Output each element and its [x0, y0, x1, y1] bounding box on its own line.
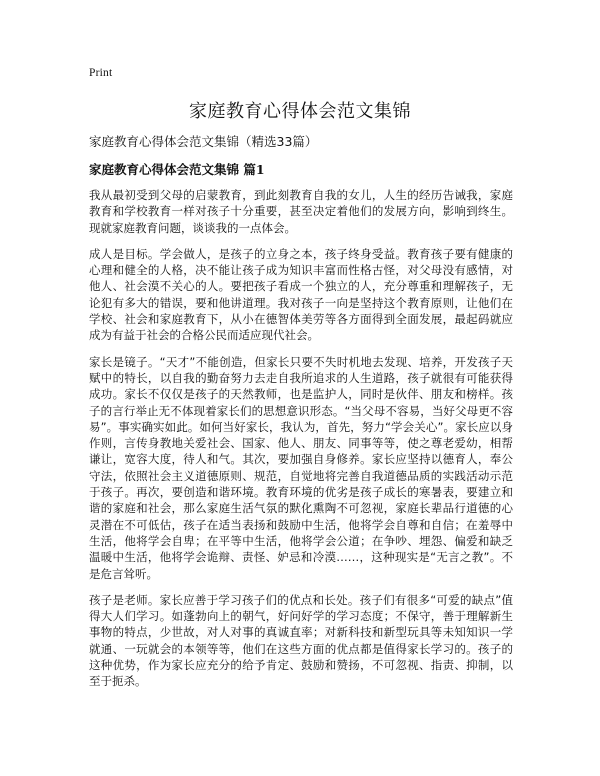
- print-link[interactable]: Print: [89, 67, 113, 79]
- article-body: [89, 187, 513, 700]
- paragraph-child-teacher: 孩子是老师。家长应善于学习孩子们的优点和长处。孩子们有很多“可爱的缺点”值得大人们学习。如蓬勃向上的朝气，好问好学的学习态度；不保守，善于理解新生事物的特点，少世故，对人对事的真诚直率；对新科技和新型玩具等未知知识一学就通、一玩就会的本领等等，他们在这些方面的优点都是值得家长学习的。孩子的这种优势，作为家长应充分的给予肯定、鼓励和赞扬，不可忽视、指责、抑制，以至于扼杀。: [89, 592, 513, 689]
- page-title: 家庭教育心得体会范文集锦: [189, 101, 411, 122]
- paragraph-goal: 成人是目标。学会做人，是孩子的立身之本，孩子终身受益。教育孩子要有健康的心理和健全的人格，决不能让孩子成为知识丰富而性格古怪，对父母没有感情，对他人、社会漠不关心的人。要把孩子看成一个独立的人，充分尊重和理解孩子，无论犯有多大的错误，要和他讲道理。我对孩子一向是坚持这个教育原则，让他们在学校、社会和家庭教育下，从小在德智体美劳等各方面得到全面发展，最起码就应成为有益于社会的合格公民而适应现代社会。: [89, 246, 513, 343]
- document-subtitle: 家庭教育心得体会范文集锦（精选33篇）: [89, 134, 318, 149]
- paragraph-intro: 我从最初受到父母的启蒙教育，到此刻教育自我的女儿，人生的经历告诫我，家庭教育和学校教育一样对孩子十分重要，甚至决定着他们的发展方向，影响到终生。现就家庭教育问题，谈谈我的一点体会。: [89, 188, 513, 235]
- paragraph-parent-mirror: 家长是镜子。“天才”不能创造，但家长只要不失时机地去发现、培养，开发孩子天赋中的特长，以自我的勤奋努力去走自我所追求的人生道路，孩子就很有可能获得成功。家长不仅仅是孩子的天然教师，也是监护人，同时是伙伴、朋友和榜样。孩子的言行举止无不体现着家长们的思想意识形态。“当父母不容易，当好父母更不容易”。事实确实如此。如何当好家长，我认为，首先，努力“学会关心”。家长应以身作则，言传身教地关爱社会、国家、他人、朋友、同事等等，使之尊老爱幼，相帮谦让，宽容大度，待人和气。其次，要加强自身修养。家长应坚持以德育人，奉公守法，依照社会主义道德原则、规范，自觉地将完善自我道德品质的实践活动示范于孩子。再次，要创造和谐环境。教育环境的优劣是孩子成长的寒暑表，要建立和谐的家庭和社会，那么家庭生活气氛的默化熏陶不可忽视，家庭长辈品行道德的心灵潜在不可低估，孩子在适当表扬和鼓励中生活，他将学会自尊和自信；在羞辱中生活，他将学会自卑；在平等中生活，他将学会公道；在争吵、埋怨、偏爱和缺乏温暖中生活，他将学会诡辩、责怪、妒忌和冷漠……，这种现实是“无言之教”。不是危言耸听。: [89, 354, 513, 581]
- section-heading: 家庭教育心得体会范文集锦 篇1: [89, 162, 265, 177]
